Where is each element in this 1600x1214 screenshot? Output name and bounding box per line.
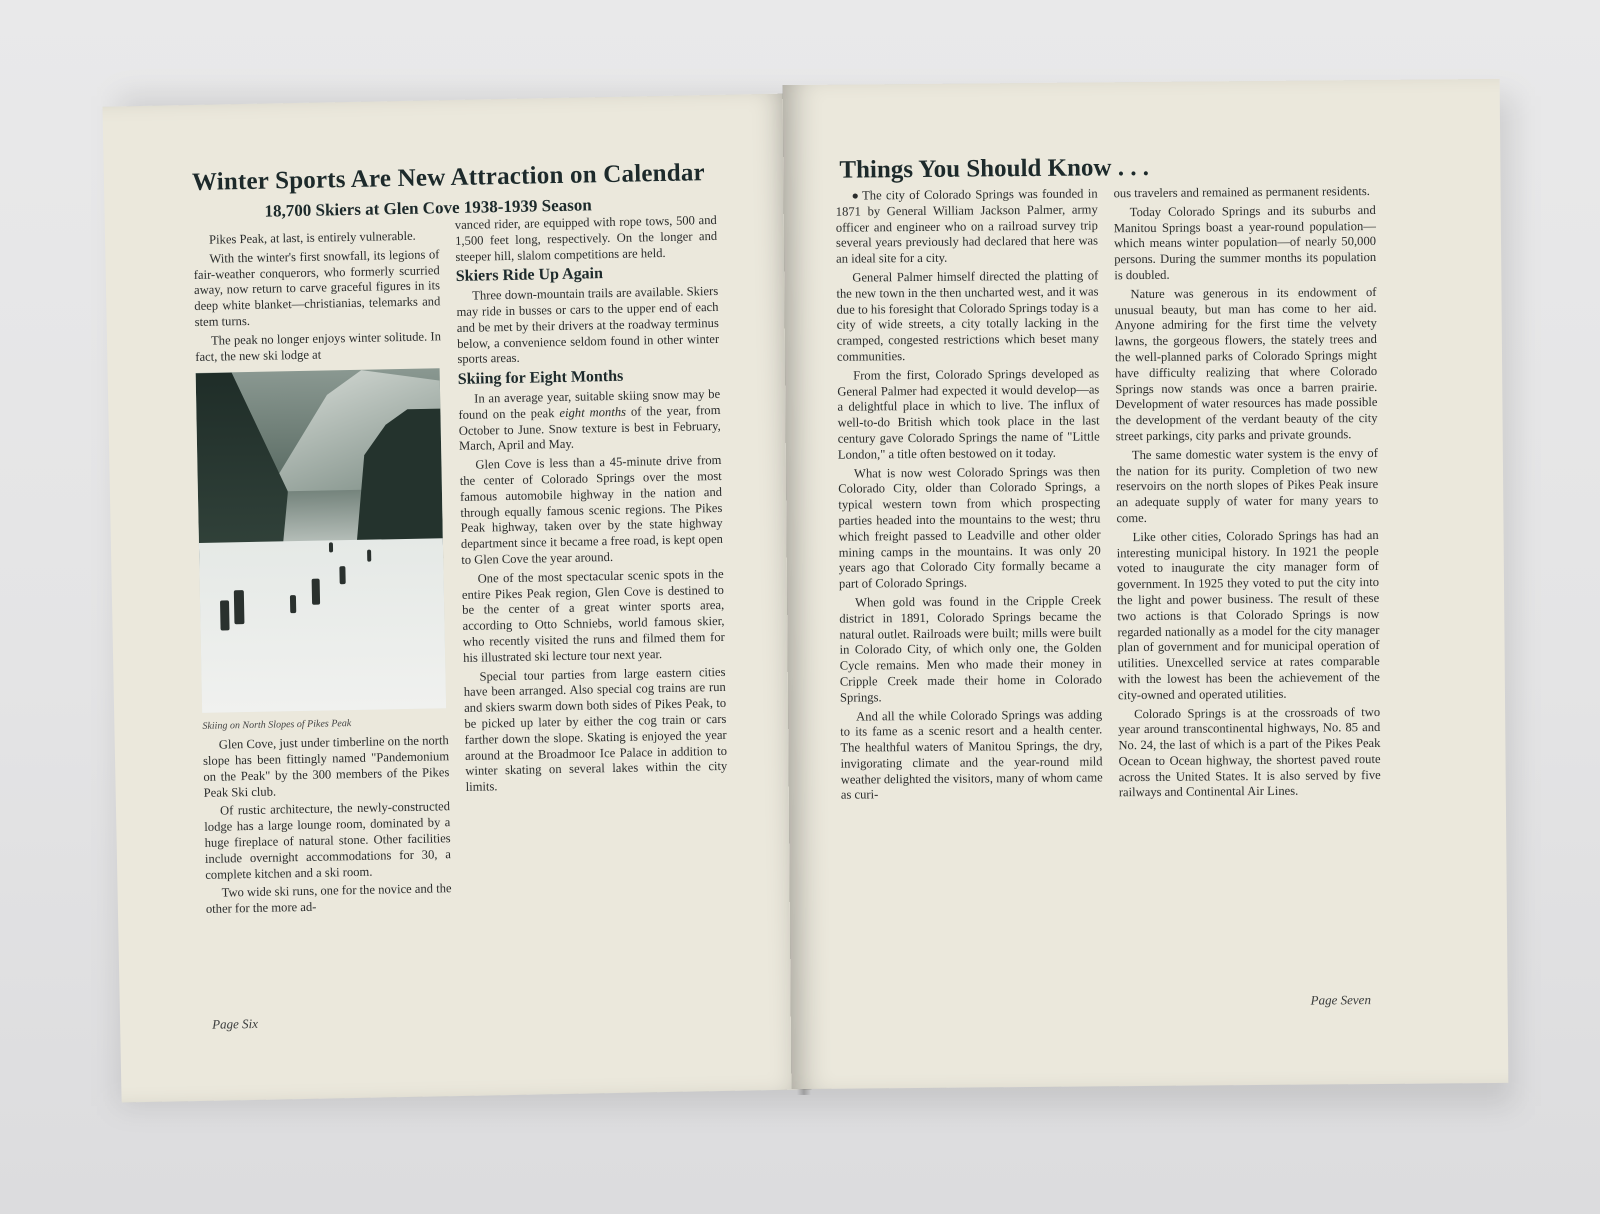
photo-skier [329, 543, 333, 553]
left-page [103, 93, 812, 1102]
paragraph-text: of the year, from October to June. Snow texture is best in February, March, April and May. [458, 402, 721, 454]
paragraph: Like other cities, Colorado Springs has had an interesting municipal history. In 1921 the people voted to inaugurate the city manager form of government. In 1925 they voted to put the city into the light and power business. The result of these two actions is that Colorado Springs is now regarded nationally as a model for the city manager plan of government and for municipal operation of utilities. Unexcelled service at rates comparable with the lowest has been the achievement of the city-owned and operated utilities. [1116, 527, 1380, 702]
paragraph: The peak no longer enjoys winter solitude. In fact, the new ski lodge at [195, 329, 442, 364]
paragraph: The same domestic water system is the envy of the nation for its purity. Completion of two new reservoirs on the north slopes of Pikes Peak insure an adequate supply of water for many years to come. [1115, 445, 1379, 526]
paragraph: Colorado Springs is at the crossroads of two year around transcontinental highways, No. 85 and No. 24, the last of which is a part of the Pikes Peak Ocean to Ocean highway, the shortest paved route across the United States. It is also served by five railways and Continental Air Lines. [1118, 704, 1381, 800]
section-heading: Skiing for Eight Months [457, 367, 624, 389]
photo-caption: Skiing on North Slopes of Pikes Peak [202, 718, 352, 733]
paragraph [836, 186, 1099, 267]
photo-skier [234, 590, 245, 624]
photo-skier [312, 579, 320, 605]
paragraph: Nature was generous in its endowment of unusual beauty, but man has come to her aid. Anyone admiring for the first time the velvety lawns, the gorgeous flowers, the stately trees and the well-planned parks of Colorado Springs might have difficulty realizing that where Colorado Springs now stands was once a barren prairie. Development of water resources has made possible the development of the verdant beauty of the city street parkings, city parks and private grounds. [1114, 284, 1378, 444]
right-page [783, 79, 1509, 1089]
photo-snow-slope [199, 539, 446, 714]
photo-skier [367, 550, 371, 562]
page-number-left: Page Six [211, 1015, 259, 1032]
page-number-right: Page Seven [1310, 992, 1371, 1008]
left-column-2 [455, 213, 728, 799]
emphasis-text: eight months [559, 404, 627, 420]
right-column-1 [836, 186, 1103, 807]
paragraph: From the first, Colorado Springs developed as General Palmer had expected it would develop—as a delightful place in which to live. The influx of well-to-do British which took place in the last century gave Colorado Springs the name of "Little London," a title often bestowed on it today. [837, 366, 1100, 462]
photo-skier [220, 601, 230, 631]
paragraph: When gold was found in the Cripple Creek district in 1891, Colorado Springs became the natural outlet. Railroads were built; mills were built in Colorado City, of which only one, the Golden Cycle remains. Men who made their money in Cripple Creek made their home in Colorado Springs. [839, 593, 1102, 705]
paragraph: Pikes Peak, at last, is entirely vulnerable. [208, 228, 416, 247]
paragraph [458, 387, 721, 455]
left-page-subtitle: 18,700 Skiers at Glen Cove 1938-1939 Season [264, 195, 592, 221]
paragraph: Today Colorado Springs and its suburbs and Manitou Springs boast a year-round population—which means winter population—of nearly 50,000 persons. During the summer months its population is doubled. [1113, 202, 1377, 283]
left-page-title: Winter Sports Are New Attraction on Calendar [191, 159, 706, 197]
paragraph-text: The city of Colorado Springs was founded in 1871 by General William Jackson Palmer, army officer and engineer who on a railroad survey trip several years previously had declared that here was an ideal site for a city. [835, 186, 1099, 266]
paragraph: General Palmer himself directed the platting of the new town in the then uncharted west, and it was due to his foresight that Colorado Springs today is a city of wide streets, a city totally lacking in the cramped, congested restrictions which beset many communities. [836, 268, 1099, 364]
paragraph: With the winter's first snowfall, its legions of fair-weather conquerors, who formerly scurried away, now return to carve graceful figures in its deep white blanket—christianias, telemarks and stem turns. [193, 247, 441, 329]
photo-skier [290, 595, 296, 613]
paragraph: One of the most spectacular scenic spots in the entire Pikes Peak region, Glen Cove is destined to be the center of a great winter sports area, according to Otto Schniebs, world famous skier, who recently visited the runs and filmed them for his illustrated ski lecture tour next year. [461, 566, 725, 665]
paragraph: Special tour parties from large eastern cities have been arranged. Also special cog trains are run and skiers swarm down both sides of Pikes Peak, to be picked up later by either the cog train or cars farther down the slope. Skating is enjoyed the year around at the Broadmoor Ice Palace in addition to winter skating on several lakes within the city limits. [463, 664, 728, 794]
bullet-icon: ● [851, 188, 861, 203]
paragraph: Two wide ski runs, one for the novice and the other for the more ad- [205, 881, 452, 917]
paragraph: vanced rider, are equipped with rope tows, 500 and 1,500 feet long, respectively. On the longer and steeper hill, slalom competitions are held. [454, 212, 718, 264]
paragraph: Of rustic architecture, the newly-constructed lodge has a large lounge room, dominated by a huge fireplace of natural stone. Other facilities include overnight accommodations for 30, a complete kitchen and a ski room. [204, 799, 452, 882]
paragraph: What is now west Colorado Springs was then Colorado City, older than Colorado Springs, a typical western town from which prospecting parties headed into the mountains to the west; thru which freight passed to Leadville and other older mining camps in the mountains. It was only 20 years ago that Colorado City formally became a part of Colorado Springs. [838, 463, 1101, 591]
paragraph: Three down-mountain trails are available. Skiers may ride in busses or cars to the upper end of each and be met by their drivers at the roadway terminus below, a convenience seldom found in other winter sports areas. [456, 284, 720, 367]
photo-skier [339, 567, 345, 585]
right-page-title: Things You Should Know . . . [839, 153, 1150, 184]
right-column-2 [1114, 184, 1381, 805]
left-column-1 [193, 228, 452, 921]
paragraph: And all the while Colorado Springs was adding to its fame as a scenic resort and a health center. The healthful waters of Manitou Springs, the dry, invigorating climate and the year-round mild weather delighted the visitors, many of whom came as curi- [840, 706, 1103, 803]
ski-slope-photo [196, 369, 446, 714]
section-heading: Skiers Ride Up Again [455, 265, 604, 286]
paragraph: Glen Cove is less than a 45-minute drive from the center of Colorado Springs over the most famous automobile highway in the nation and through equally famous scenic regions. The Pikes Peak highway, taken over by the state highway department since it became a free road, is kept open to Glen Cove the year around. [459, 453, 724, 567]
paragraph: Glen Cove, just under timberline on the north slope has been fittingly named "Pandemonium on the Peak" by the 300 members of the Pikes Peak Ski club. [202, 733, 450, 800]
paragraph-text: In an average year, suitable skiing snow may be found on the peak [458, 386, 721, 422]
paragraph: ous travelers and remained as permanent residents. [1113, 184, 1370, 201]
